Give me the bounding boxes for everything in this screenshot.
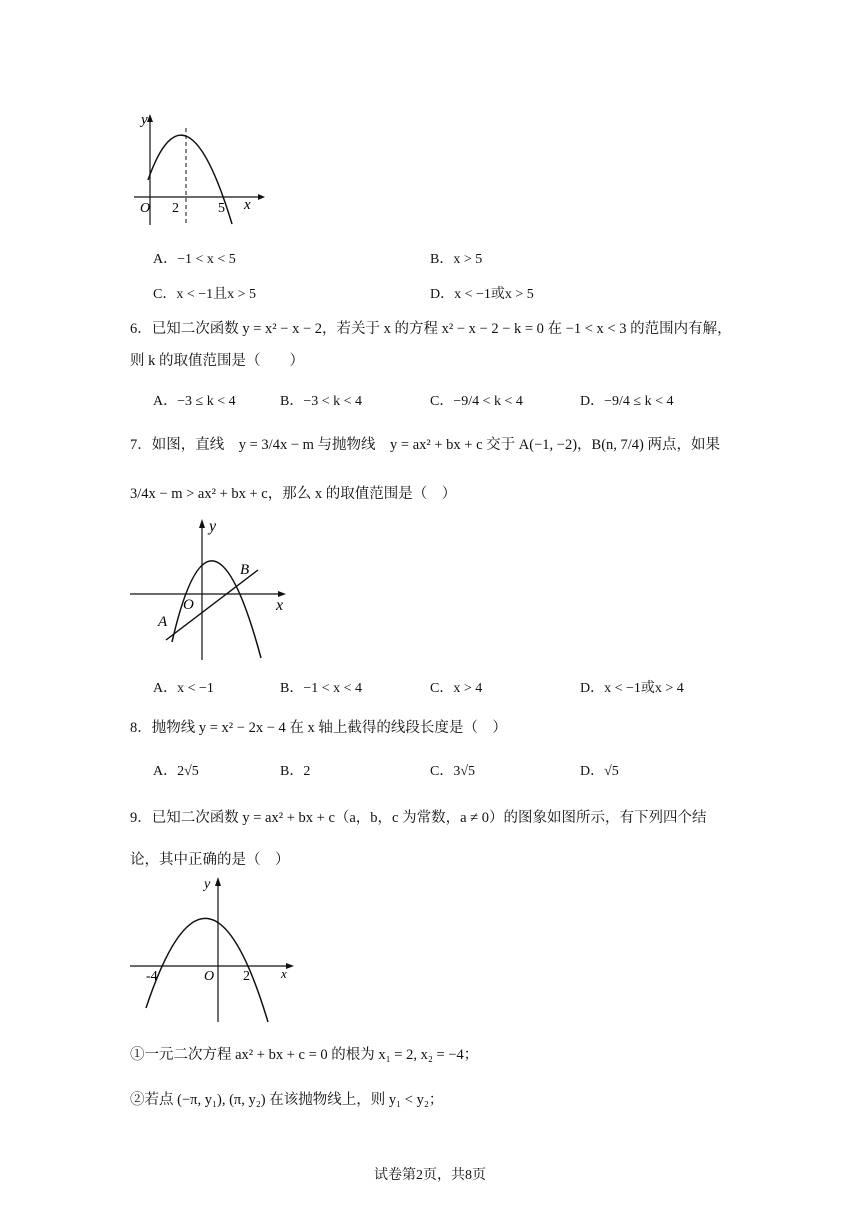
q5-x-arrow <box>258 194 265 200</box>
q5-option-c[interactable]: C．x < −1且x > 5 <box>153 287 257 302</box>
q6-stem-line2: 则 k 的取值范围是（ ） <box>130 353 304 369</box>
q5-tick-5: 5 <box>218 201 225 216</box>
q7-point-b-label: B <box>240 562 250 578</box>
q7-option-c[interactable]: C．x > 4 <box>430 681 483 696</box>
q5-origin-label: O <box>140 201 151 216</box>
q9-origin-label: O <box>204 969 215 984</box>
q9-tick-minus4: -4 <box>146 969 158 984</box>
q6-option-d[interactable]: D．−9/4 ≤ k < 4 <box>580 394 674 409</box>
q9-x-arrow <box>286 963 294 969</box>
q7-y-label: y <box>209 518 217 535</box>
q7-option-d[interactable]: D．x < −1或x > 4 <box>580 681 684 696</box>
q7-y-arrow <box>199 519 205 528</box>
q6-option-c[interactable]: C．−9/4 < k < 4 <box>430 394 523 409</box>
q5-graph <box>128 108 268 228</box>
q9-stem-line1: 9．已知二次函数 y = ax² + bx + c（a，b，c 为常数，a ≠ 0）的图象如图所示，有下列四个结 <box>130 810 707 826</box>
q5-y-label: y <box>141 112 148 128</box>
q8-option-d[interactable]: D．√5 <box>580 764 619 779</box>
q9-y-label: y <box>204 877 211 892</box>
page-footer: 试卷第2页，共8页 <box>374 1168 486 1183</box>
q7-graph <box>128 514 298 664</box>
q6-stem-line1: 6．已知二次函数 y = x² − x − 2，若关于 x 的方程 x² − x − 2 − k = 0 在 −1 < x < 3 的范围内有解， <box>130 321 732 337</box>
q5-x-label: x <box>244 197 251 213</box>
q7-stem-line1: 7．如图，直线 y = 3/4x − m 与抛物线 y = ax² + bx + c 交于 A(−1, −2)，B(n, 7/4) 两点，如果 <box>130 437 721 453</box>
q7-point-a-label: A <box>158 614 168 630</box>
q7-option-b[interactable]: B．−1 < x < 4 <box>280 681 363 696</box>
q8-stem: 8．抛物线 y = x² − 2x − 4 在 x 轴上截得的线段长度是（ ） <box>130 720 507 736</box>
q9-statement-2: ②若点 (−π, y₁), (π, y₂) 在该抛物线上，则 y₁ < y₂； <box>130 1092 444 1108</box>
q5-option-a[interactable]: A．−1 < x < 5 <box>153 252 236 267</box>
q6-option-a[interactable]: A．−3 ≤ k < 4 <box>153 394 236 409</box>
q5-y-arrow <box>147 114 153 122</box>
q7-origin-label: O <box>183 597 194 613</box>
q5-option-b[interactable]: B．x > 5 <box>430 252 483 267</box>
q9-graph <box>128 872 300 1027</box>
q5-option-d[interactable]: D．x < −1或x > 5 <box>430 287 534 302</box>
q5-tick-2: 2 <box>172 201 179 216</box>
q9-statement-1: ①一元二次方程 ax² + bx + c = 0 的根为 x₁ = 2, x₂ = −4； <box>130 1047 479 1063</box>
q6-option-b[interactable]: B．−3 < k < 4 <box>280 394 363 409</box>
q9-y-arrow <box>215 877 221 886</box>
q7-option-a[interactable]: A．x < −1 <box>153 681 214 696</box>
q7-stem-line2: 3/4x − m > ax² + bx + c，那么 x 的取值范围是（ ） <box>130 486 457 502</box>
q7-x-label: x <box>276 597 284 614</box>
q9-stem-line2: 论，其中正确的是（ ） <box>130 852 290 868</box>
q8-option-a[interactable]: A．2√5 <box>153 764 199 779</box>
q9-tick-2: 2 <box>243 969 250 984</box>
q8-option-c[interactable]: C．3√5 <box>430 764 476 779</box>
q8-option-b[interactable]: B．2 <box>280 764 311 779</box>
q9-x-label: x <box>281 966 287 981</box>
